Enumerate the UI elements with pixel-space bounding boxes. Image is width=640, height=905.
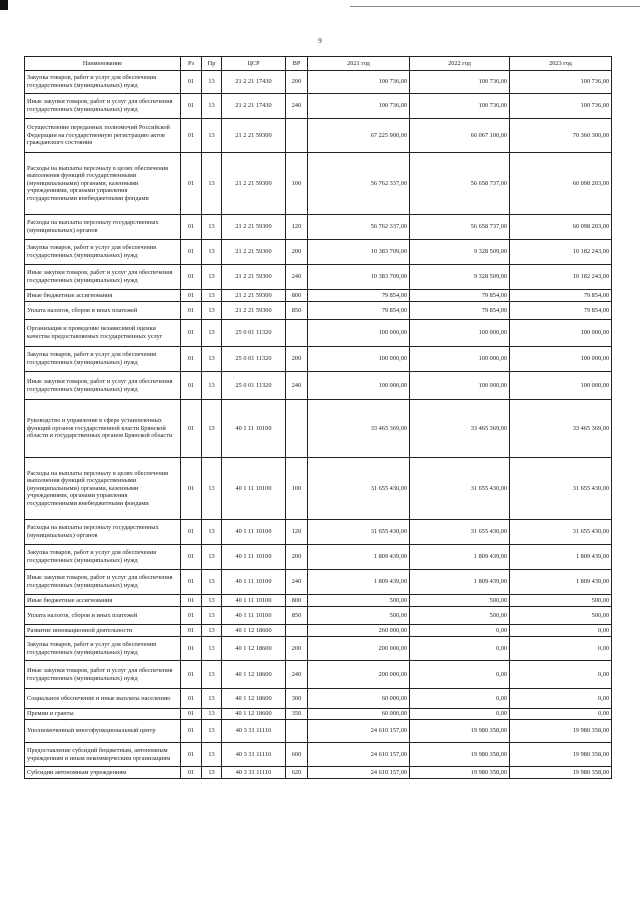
table-cell-name: Закупка товаров, работ и услуг для обеспечения государственных (муниципальных) нужд	[25, 240, 181, 265]
table-cell-vr: 620	[286, 767, 308, 779]
table-cell-2022: 79 854,00	[410, 302, 510, 320]
table-cell-csr: 25 0 01 11320	[222, 372, 286, 400]
table-cell-name: Субсидии автономным учреждениям	[25, 767, 181, 779]
table-cell-pr: 13	[202, 637, 222, 661]
table-cell-rz: 01	[181, 240, 202, 265]
table-cell-rz: 01	[181, 320, 202, 347]
table-cell-2021: 10 383 709,00	[308, 240, 410, 265]
table-cell-name: Предоставление субсидий бюджетным, автономным учреждениям и иным некоммерческим организациям	[25, 743, 181, 767]
table-cell-name: Организация и проведение независимой оценки качества предоставляемых государственных услуг	[25, 320, 181, 347]
table-cell-csr: 40 3 31 11110	[222, 720, 286, 743]
table-cell-2021: 67 225 900,00	[308, 119, 410, 153]
table-cell-rz: 01	[181, 625, 202, 637]
table-cell-2021: 24 610 157,00	[308, 743, 410, 767]
table-cell-rz: 01	[181, 94, 202, 119]
table-cell-2022: 1 809 439,00	[410, 545, 510, 570]
table-cell-rz: 01	[181, 709, 202, 720]
page-number: 9	[318, 37, 322, 45]
table-cell-vr	[286, 119, 308, 153]
table-cell-pr: 13	[202, 94, 222, 119]
table-cell-name: Развитие инновационной деятельности	[25, 625, 181, 637]
table-cell-name: Иные закупки товаров, работ и услуг для обеспечения государственных (муниципальных) нужд	[25, 94, 181, 119]
table-cell-csr: 21 2 21 59300	[222, 290, 286, 302]
table-cell-2022: 31 655 430,00	[410, 458, 510, 520]
table-cell-2022: 19 980 358,00	[410, 720, 510, 743]
table-cell-name: Уплата налогов, сборов и иных платежей	[25, 302, 181, 320]
table-cell-csr: 40 1 12 18600	[222, 625, 286, 637]
table-cell-2021: 100 000,00	[308, 347, 410, 372]
table-row	[25, 320, 612, 347]
table-cell-rz: 01	[181, 458, 202, 520]
table-cell-2022: 1 809 439,00	[410, 570, 510, 595]
table-cell-2023: 100 736,00	[510, 94, 612, 119]
table-cell-vr: 240	[286, 94, 308, 119]
table-cell-name: Иные бюджетные ассигнования	[25, 595, 181, 607]
table-row	[25, 545, 612, 570]
table-cell-vr	[286, 720, 308, 743]
table-cell-name: Закупка товаров, работ и услуг для обеспечения государственных (муниципальных) нужд	[25, 637, 181, 661]
table-cell-2021: 31 655 430,00	[308, 520, 410, 545]
table-cell-name: Иные закупки товаров, работ и услуг для обеспечения государственных (муниципальных) нужд	[25, 372, 181, 400]
table-cell-vr: 240	[286, 570, 308, 595]
header-pr: Пр	[202, 57, 222, 71]
table-cell-rz: 01	[181, 520, 202, 545]
table-cell-rz: 01	[181, 153, 202, 215]
table-cell-name: Иные закупки товаров, работ и услуг для обеспечения государственных (муниципальных) нужд	[25, 265, 181, 290]
table-cell-2021: 100 000,00	[308, 372, 410, 400]
table-cell-rz: 01	[181, 767, 202, 779]
table-cell-pr: 13	[202, 400, 222, 458]
table-cell-2023: 1 809 439,00	[510, 545, 612, 570]
table-row	[25, 595, 612, 607]
table-cell-pr: 13	[202, 215, 222, 240]
table-row	[25, 661, 612, 689]
table-cell-csr: 25 0 01 11320	[222, 320, 286, 347]
table-cell-2021: 56 762 337,00	[308, 215, 410, 240]
table-cell-name: Расходы на выплаты персоналу в целях обеспечения выполнения функций государственными (муниципальными) органами, казенными учреждениями, органами управления государственными внебюджетными фондами	[25, 458, 181, 520]
table-cell-pr: 13	[202, 720, 222, 743]
table-cell-2022: 0,00	[410, 637, 510, 661]
table-cell-csr: 40 1 11 10100	[222, 595, 286, 607]
table-row	[25, 743, 612, 767]
table-cell-pr: 13	[202, 153, 222, 215]
table-cell-csr: 21 2 21 59300	[222, 302, 286, 320]
table-row	[25, 607, 612, 625]
table-row	[25, 71, 612, 94]
table-cell-2023: 60 098 203,00	[510, 153, 612, 215]
table-cell-2022: 19 980 358,00	[410, 767, 510, 779]
table-cell-rz: 01	[181, 607, 202, 625]
table-cell-rz: 01	[181, 743, 202, 767]
table-cell-vr: 200	[286, 71, 308, 94]
table-cell-rz: 01	[181, 570, 202, 595]
table-row	[25, 215, 612, 240]
budget-table	[24, 56, 612, 779]
table-cell-name: Закупка товаров, работ и услуг для обеспечения государственных (муниципальных) нужд	[25, 347, 181, 372]
table-cell-csr: 21 2 21 59300	[222, 153, 286, 215]
table-cell-2022: 79 854,00	[410, 290, 510, 302]
table-cell-2023: 0,00	[510, 661, 612, 689]
table-cell-pr: 13	[202, 570, 222, 595]
table-cell-pr: 13	[202, 545, 222, 570]
table-cell-2023: 100 000,00	[510, 320, 612, 347]
table-cell-csr: 40 1 12 18600	[222, 689, 286, 709]
table-cell-csr: 21 2 21 59300	[222, 240, 286, 265]
table-row	[25, 290, 612, 302]
table-cell-2021: 260 000,00	[308, 625, 410, 637]
table-cell-2022: 0,00	[410, 709, 510, 720]
table-row	[25, 767, 612, 779]
table-cell-2022: 100 736,00	[410, 71, 510, 94]
table-cell-name: Осуществление переданных полномочий Российской Федерации на государственную регистрацию актов гражданского состояния	[25, 119, 181, 153]
table-cell-csr: 21 2 21 59300	[222, 265, 286, 290]
table-cell-csr: 40 1 11 10100	[222, 400, 286, 458]
table-cell-name: Социальное обеспечение и иные выплаты населению	[25, 689, 181, 709]
table-cell-rz: 01	[181, 215, 202, 240]
table-cell-2022: 100 736,00	[410, 94, 510, 119]
table-cell-2022: 100 000,00	[410, 347, 510, 372]
table-cell-rz: 01	[181, 545, 202, 570]
table-cell-csr: 21 2 21 17430	[222, 94, 286, 119]
table-cell-pr: 13	[202, 71, 222, 94]
table-cell-2023: 100 000,00	[510, 347, 612, 372]
table-cell-2022: 0,00	[410, 661, 510, 689]
table-cell-pr: 13	[202, 458, 222, 520]
header-csr: ЦСР	[222, 57, 286, 71]
table-cell-vr: 200	[286, 545, 308, 570]
table-row	[25, 637, 612, 661]
table-cell-2023: 33 465 369,00	[510, 400, 612, 458]
table-row	[25, 520, 612, 545]
table-cell-2023: 31 655 430,00	[510, 520, 612, 545]
table-cell-rz: 01	[181, 595, 202, 607]
table-cell-2021: 56 762 337,00	[308, 153, 410, 215]
table-cell-2022: 9 328 509,00	[410, 265, 510, 290]
header-row	[25, 57, 612, 71]
table-cell-2022: 56 658 737,00	[410, 153, 510, 215]
table-cell-2023: 0,00	[510, 637, 612, 661]
table-cell-pr: 13	[202, 302, 222, 320]
table-row	[25, 458, 612, 520]
table-cell-2021: 100 000,00	[308, 320, 410, 347]
table-row	[25, 689, 612, 709]
table-cell-vr: 240	[286, 265, 308, 290]
table-cell-csr: 40 1 11 10100	[222, 520, 286, 545]
header-2022: 2022 год	[410, 57, 510, 71]
table-cell-2021: 1 809 439,00	[308, 545, 410, 570]
table-cell-csr: 40 1 12 18600	[222, 709, 286, 720]
table-cell-pr: 13	[202, 320, 222, 347]
table-cell-csr: 40 1 12 18600	[222, 637, 286, 661]
table-cell-2022: 0,00	[410, 689, 510, 709]
table-cell-vr: 300	[286, 689, 308, 709]
table-cell-vr: 350	[286, 709, 308, 720]
table-cell-2021: 24 610 157,00	[308, 767, 410, 779]
table-row	[25, 570, 612, 595]
table-row	[25, 240, 612, 265]
header-2023: 2023 год	[510, 57, 612, 71]
table-row	[25, 347, 612, 372]
table-cell-2021: 60 000,00	[308, 689, 410, 709]
table-cell-rz: 01	[181, 265, 202, 290]
table-cell-rz: 01	[181, 689, 202, 709]
table-cell-2023: 79 854,00	[510, 302, 612, 320]
table-cell-2023: 10 182 243,00	[510, 265, 612, 290]
table-cell-2021: 1 809 439,00	[308, 570, 410, 595]
table-cell-pr: 13	[202, 347, 222, 372]
table-cell-2023: 31 655 430,00	[510, 458, 612, 520]
table-cell-2023: 19 980 358,00	[510, 767, 612, 779]
table-cell-vr: 800	[286, 290, 308, 302]
table-cell-rz: 01	[181, 119, 202, 153]
table-cell-2021: 100 736,00	[308, 94, 410, 119]
table-cell-pr: 13	[202, 767, 222, 779]
table-cell-vr	[286, 320, 308, 347]
table-cell-vr	[286, 625, 308, 637]
table-cell-2023: 79 854,00	[510, 290, 612, 302]
table-cell-2022: 0,00	[410, 625, 510, 637]
table-cell-csr: 21 2 21 59300	[222, 215, 286, 240]
table-row	[25, 153, 612, 215]
table-cell-pr: 13	[202, 661, 222, 689]
table-cell-2023: 100 736,00	[510, 71, 612, 94]
table-cell-2023: 500,00	[510, 607, 612, 625]
table-cell-pr: 13	[202, 625, 222, 637]
table-cell-rz: 01	[181, 637, 202, 661]
table-cell-name: Премии и гранты	[25, 709, 181, 720]
table-cell-name: Закупка товаров, работ и услуг для обеспечения государственных (муниципальных) нужд	[25, 71, 181, 94]
table-cell-csr: 21 2 21 17430	[222, 71, 286, 94]
table-cell-2022: 100 000,00	[410, 372, 510, 400]
table-cell-2023: 100 000,00	[510, 372, 612, 400]
table-cell-csr: 40 3 31 11110	[222, 767, 286, 779]
table-cell-2022: 19 980 358,00	[410, 743, 510, 767]
table-cell-2022: 33 465 369,00	[410, 400, 510, 458]
corner-mark	[0, 0, 8, 10]
table-cell-rz: 01	[181, 661, 202, 689]
header-2021: 2021 год	[308, 57, 410, 71]
header-vr: ВР	[286, 57, 308, 71]
table-cell-pr: 13	[202, 240, 222, 265]
table-cell-vr: 240	[286, 372, 308, 400]
table-cell-name: Иные закупки товаров, работ и услуг для обеспечения государственных (муниципальных) нужд	[25, 661, 181, 689]
table-cell-vr: 200	[286, 240, 308, 265]
table-cell-2023: 10 182 243,00	[510, 240, 612, 265]
table-cell-csr: 21 2 21 59300	[222, 119, 286, 153]
table-cell-pr: 13	[202, 265, 222, 290]
header-rz: Рз	[181, 57, 202, 71]
table-cell-2021: 79 854,00	[308, 302, 410, 320]
table-cell-name: Уполномоченный многофункциональный центр	[25, 720, 181, 743]
table-cell-vr: 240	[286, 661, 308, 689]
table-cell-2023: 1 809 439,00	[510, 570, 612, 595]
table-row	[25, 720, 612, 743]
table-cell-csr: 40 3 31 11110	[222, 743, 286, 767]
table-cell-2021: 500,00	[308, 607, 410, 625]
table-cell-2021: 31 655 430,00	[308, 458, 410, 520]
table-cell-csr: 40 1 12 18600	[222, 661, 286, 689]
table-cell-2022: 56 658 737,00	[410, 215, 510, 240]
table-row	[25, 625, 612, 637]
table-cell-2023: 0,00	[510, 709, 612, 720]
table-cell-csr: 40 1 11 10100	[222, 458, 286, 520]
table-cell-2022: 66 067 100,00	[410, 119, 510, 153]
table-cell-name: Расходы на выплаты персоналу государственных (муниципальных) органов	[25, 520, 181, 545]
table-cell-2021: 10 383 709,00	[308, 265, 410, 290]
table-cell-2023: 500,00	[510, 595, 612, 607]
table-row	[25, 400, 612, 458]
table-cell-2021: 500,00	[308, 595, 410, 607]
table-cell-rz: 01	[181, 347, 202, 372]
table-cell-vr	[286, 400, 308, 458]
table-cell-name: Иные бюджетные ассигнования	[25, 290, 181, 302]
table-cell-pr: 13	[202, 709, 222, 720]
table-cell-2023: 60 098 203,00	[510, 215, 612, 240]
table-cell-name: Закупка товаров, работ и услуг для обеспечения государственных (муниципальных) нужд	[25, 545, 181, 570]
table-cell-pr: 13	[202, 607, 222, 625]
table-row	[25, 94, 612, 119]
table-cell-2023: 19 980 358,00	[510, 743, 612, 767]
table-cell-rz: 01	[181, 372, 202, 400]
table-cell-vr: 850	[286, 607, 308, 625]
table-cell-2022: 100 000,00	[410, 320, 510, 347]
table-cell-2022: 500,00	[410, 607, 510, 625]
table-row	[25, 119, 612, 153]
table-cell-name: Уплата налогов, сборов и иных платежей	[25, 607, 181, 625]
table-cell-name: Иные закупки товаров, работ и услуг для обеспечения государственных (муниципальных) нужд	[25, 570, 181, 595]
table-cell-rz: 01	[181, 400, 202, 458]
table-cell-2023: 70 360 300,00	[510, 119, 612, 153]
table-cell-vr: 120	[286, 215, 308, 240]
table-cell-2021: 200 000,00	[308, 661, 410, 689]
table-cell-pr: 13	[202, 743, 222, 767]
table-cell-vr: 200	[286, 637, 308, 661]
table-cell-2023: 0,00	[510, 689, 612, 709]
table-cell-2023: 0,00	[510, 625, 612, 637]
table-cell-2022: 31 655 430,00	[410, 520, 510, 545]
table-cell-name: Расходы на выплаты персоналу государственных (муниципальных) органов	[25, 215, 181, 240]
table-cell-csr: 40 1 11 10100	[222, 545, 286, 570]
table-cell-rz: 01	[181, 290, 202, 302]
table-cell-2022: 500,00	[410, 595, 510, 607]
table-cell-csr: 25 0 01 11320	[222, 347, 286, 372]
table-row	[25, 302, 612, 320]
table-cell-pr: 13	[202, 595, 222, 607]
header-name: Наименование	[25, 57, 181, 71]
table-cell-rz: 01	[181, 720, 202, 743]
table-cell-2021: 24 610 157,00	[308, 720, 410, 743]
table-row	[25, 709, 612, 720]
table-cell-vr: 600	[286, 743, 308, 767]
table-cell-vr: 100	[286, 458, 308, 520]
table-cell-2022: 9 328 509,00	[410, 240, 510, 265]
table-cell-2021: 79 854,00	[308, 290, 410, 302]
table-cell-2021: 100 736,00	[308, 71, 410, 94]
table-cell-csr: 40 1 11 10100	[222, 570, 286, 595]
table-cell-vr: 200	[286, 347, 308, 372]
table-cell-2021: 60 000,00	[308, 709, 410, 720]
table-cell-rz: 01	[181, 71, 202, 94]
table-cell-pr: 13	[202, 520, 222, 545]
table-row	[25, 372, 612, 400]
table-cell-rz: 01	[181, 302, 202, 320]
table-cell-pr: 13	[202, 290, 222, 302]
table-cell-csr: 40 1 11 10100	[222, 607, 286, 625]
table-cell-pr: 13	[202, 689, 222, 709]
table-cell-2021: 200 000,00	[308, 637, 410, 661]
table-cell-pr: 13	[202, 119, 222, 153]
table-cell-2021: 33 465 369,00	[308, 400, 410, 458]
table-cell-vr: 850	[286, 302, 308, 320]
table-cell-2023: 19 980 358,00	[510, 720, 612, 743]
table-cell-name: Расходы на выплаты персоналу в целях обеспечения выполнения функций государственными (муниципальными) органами, казенными учреждениями, органами управления государственными внебюджетными фондами	[25, 153, 181, 215]
table-cell-vr: 800	[286, 595, 308, 607]
top-rule	[350, 6, 640, 7]
table-cell-pr: 13	[202, 372, 222, 400]
table-cell-name: Руководство и управление в сфере установленных функций органов государственной власти Брянской области и государственных органов Брянской области	[25, 400, 181, 458]
table-row	[25, 265, 612, 290]
table-cell-vr: 120	[286, 520, 308, 545]
table-cell-vr: 100	[286, 153, 308, 215]
